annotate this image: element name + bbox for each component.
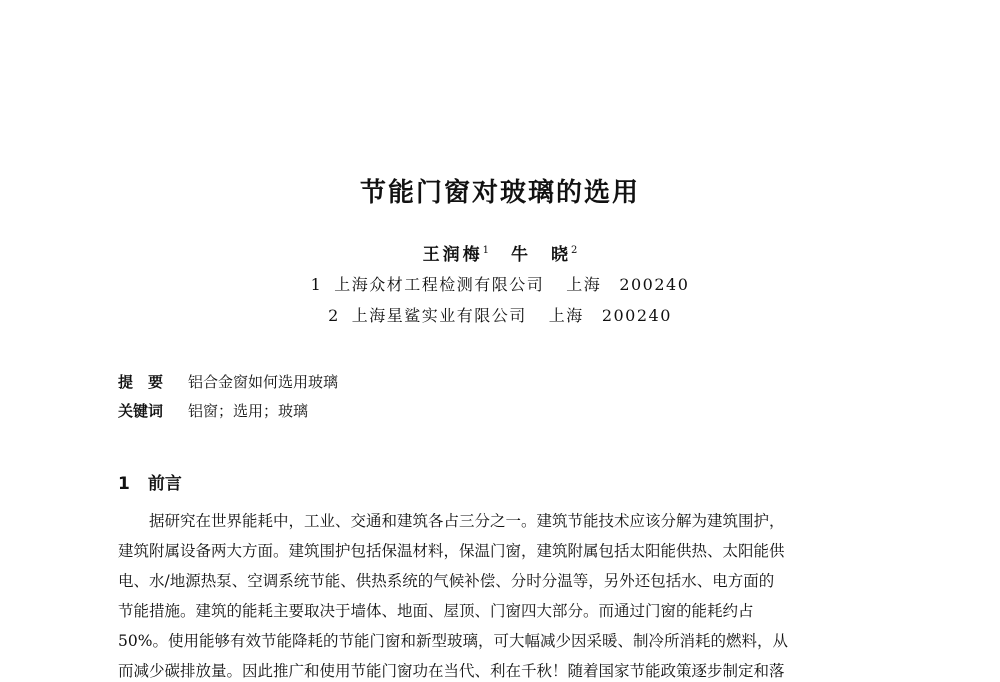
affiliation-zip: 200240: [601, 306, 672, 325]
body-line: 建筑附属设备两大方面。建筑围护包括保温材料，保温门窗，建筑附属包括太阳能供热、太阳能供: [118, 542, 785, 560]
affiliation-city: 上海: [548, 306, 584, 325]
affiliation-organization: 上海众材工程检测有限公司: [334, 275, 545, 294]
keywords-label: 关键词: [118, 402, 164, 420]
affiliation-number: 1: [310, 275, 323, 294]
author-name: 王润梅: [422, 245, 483, 265]
body-paragraph: [118, 506, 882, 682]
affiliation-line: [0, 303, 1000, 326]
body-line: 50%。使用能够有效节能降耗的节能门窗和新型玻璃，可大幅减少因采暖、制冷所消耗的燃料，从: [118, 632, 788, 650]
author-line: [0, 240, 1000, 265]
paper-title: 节能门窗对玻璃的选用: [359, 178, 640, 208]
abstract-text: 铝合金窗如何选用玻璃: [188, 373, 339, 391]
author-name: 牛 晓: [511, 245, 571, 265]
keywords-text: 铝窗；选用；玻璃: [188, 402, 309, 420]
affiliation-line: [0, 272, 1000, 295]
body-line: 而减少碳排放量。因此推广和使用节能门窗功在当代、利在千秋！随着国家节能政策逐步制定和落: [118, 662, 785, 680]
affiliation-organization: 上海星鲨实业有限公司: [351, 306, 527, 325]
keywords-row: [118, 400, 308, 421]
author-affiliation-mark: 2: [571, 245, 578, 256]
author-affiliation-mark: 1: [482, 245, 489, 256]
abstract-row: [118, 371, 338, 392]
section-number: 1: [118, 474, 130, 494]
body-line: 节能措施。建筑的能耗主要取决于墙体、地面、屋顶、门窗四大部分。而通过门窗的能耗约占: [118, 602, 754, 620]
section-title: 前言: [147, 474, 182, 494]
body-line: 据研究在世界能耗中，工业、交通和建筑各占三分之一。建筑节能技术应该分解为建筑围护，: [149, 512, 785, 530]
affiliation-number: 2: [328, 306, 340, 325]
body-line: 电、水/地源热泵、空调系统节能、供热系统的气候补偿、分时分温等，另外还包括水、电方面的: [118, 572, 775, 590]
abstract-label: 提 要: [118, 373, 164, 391]
affiliation-zip: 200240: [619, 275, 690, 294]
affiliation-city: 上海: [566, 275, 602, 294]
section-heading: [118, 469, 182, 494]
